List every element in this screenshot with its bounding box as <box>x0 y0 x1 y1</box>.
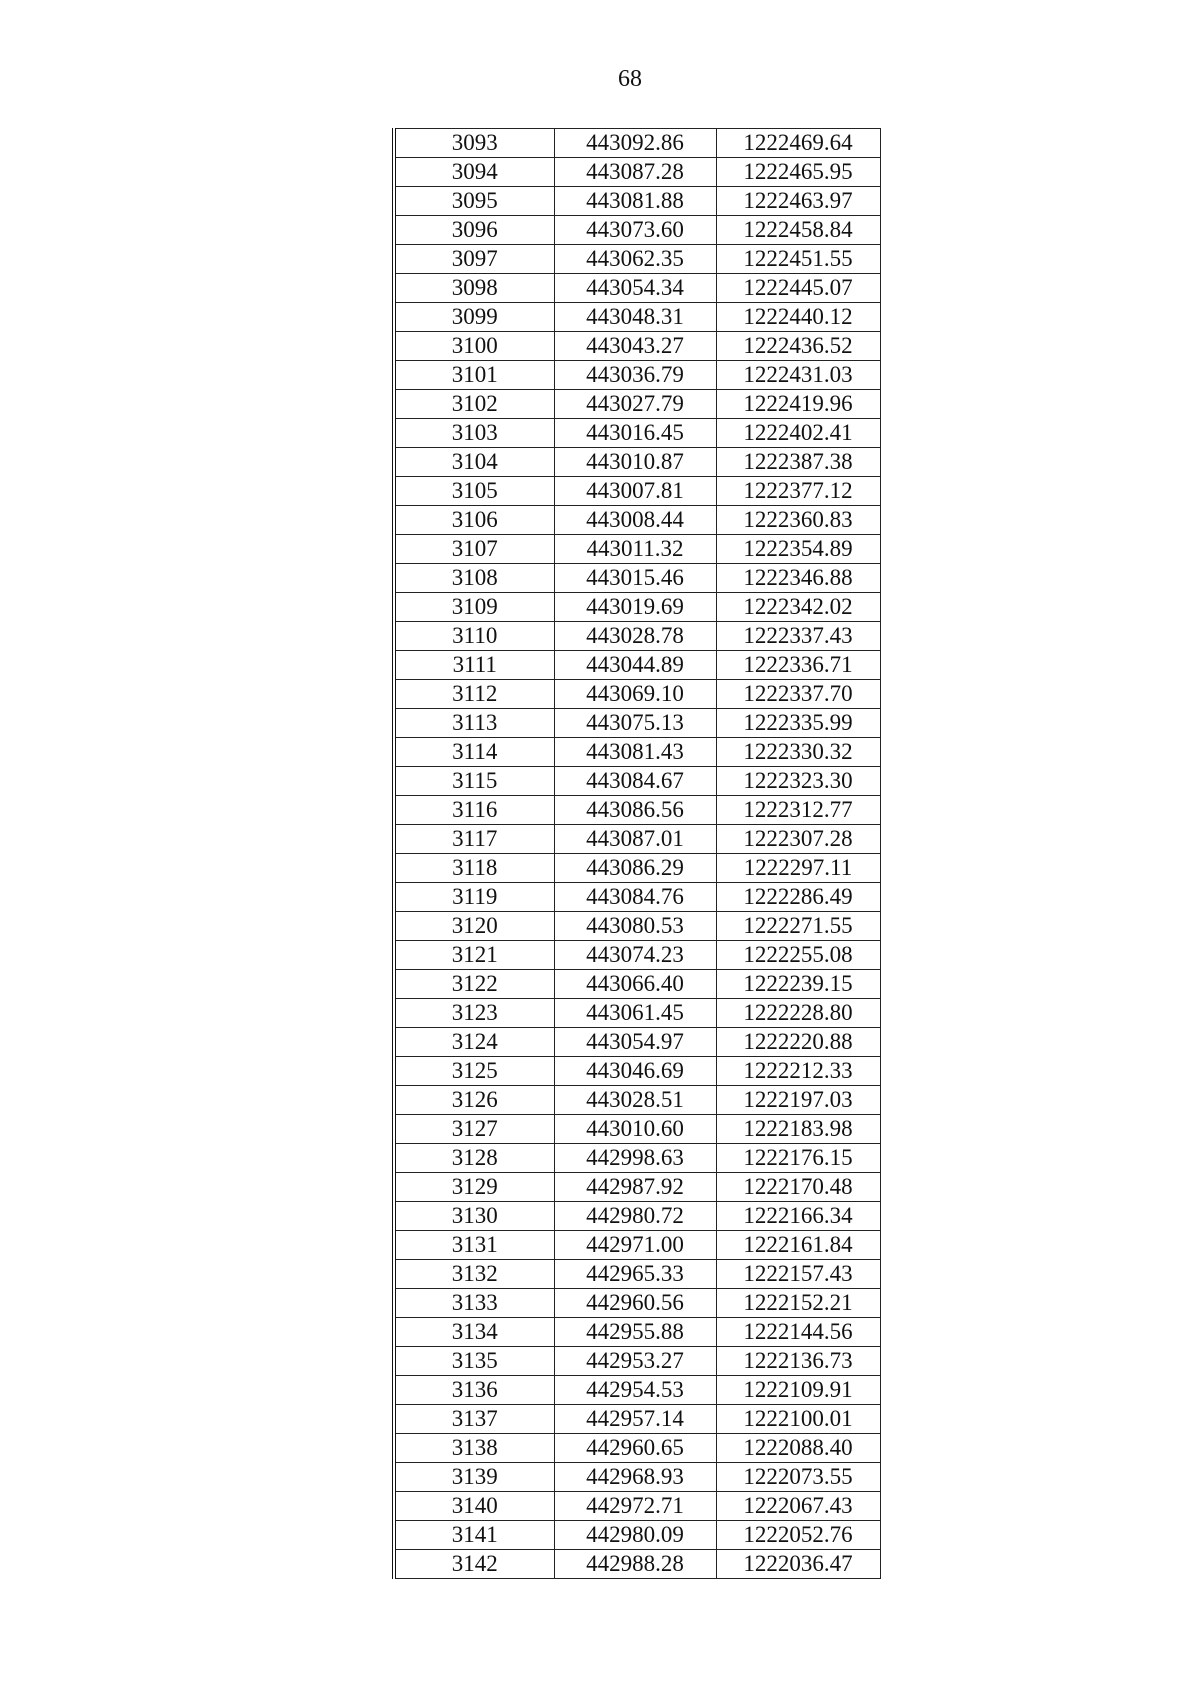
y-coordinate-cell: 1222286.49 <box>716 883 880 912</box>
x-coordinate-cell: 443086.56 <box>554 796 716 825</box>
table-row <box>394 767 880 796</box>
table-row <box>394 332 880 361</box>
point-number-cell: 3111 <box>394 651 554 680</box>
point-number-cell: 3115 <box>394 767 554 796</box>
table-row <box>394 883 880 912</box>
y-coordinate-cell: 1222161.84 <box>716 1231 880 1260</box>
point-number-cell: 3100 <box>394 332 554 361</box>
y-coordinate-cell: 1222297.11 <box>716 854 880 883</box>
table-row <box>394 361 880 390</box>
point-number-cell: 3141 <box>394 1521 554 1550</box>
table-row <box>394 825 880 854</box>
y-coordinate-cell: 1222312.77 <box>716 796 880 825</box>
point-number-cell: 3139 <box>394 1463 554 1492</box>
y-coordinate-cell: 1222220.88 <box>716 1028 880 1057</box>
point-number-cell: 3107 <box>394 535 554 564</box>
table-row <box>394 535 880 564</box>
coordinates-table <box>392 128 881 1579</box>
x-coordinate-cell: 442971.00 <box>554 1231 716 1260</box>
point-number-cell: 3124 <box>394 1028 554 1057</box>
table-row <box>394 158 880 187</box>
point-number-cell: 3127 <box>394 1115 554 1144</box>
table-row <box>394 593 880 622</box>
table-row <box>394 1202 880 1231</box>
point-number-cell: 3119 <box>394 883 554 912</box>
table-row <box>394 970 880 999</box>
point-number-cell: 3140 <box>394 1492 554 1521</box>
y-coordinate-cell: 1222228.80 <box>716 999 880 1028</box>
point-number-cell: 3116 <box>394 796 554 825</box>
x-coordinate-cell: 442953.27 <box>554 1347 716 1376</box>
y-coordinate-cell: 1222354.89 <box>716 535 880 564</box>
x-coordinate-cell: 443010.87 <box>554 448 716 477</box>
y-coordinate-cell: 1222100.01 <box>716 1405 880 1434</box>
y-coordinate-cell: 1222440.12 <box>716 303 880 332</box>
x-coordinate-cell: 443007.81 <box>554 477 716 506</box>
table-row <box>394 1463 880 1492</box>
y-coordinate-cell: 1222073.55 <box>716 1463 880 1492</box>
x-coordinate-cell: 442954.53 <box>554 1376 716 1405</box>
x-coordinate-cell: 442987.92 <box>554 1173 716 1202</box>
y-coordinate-cell: 1222152.21 <box>716 1289 880 1318</box>
y-coordinate-cell: 1222052.76 <box>716 1521 880 1550</box>
y-coordinate-cell: 1222183.98 <box>716 1115 880 1144</box>
point-number-cell: 3131 <box>394 1231 554 1260</box>
table-row <box>394 187 880 216</box>
table-row <box>394 564 880 593</box>
y-coordinate-cell: 1222109.91 <box>716 1376 880 1405</box>
point-number-cell: 3110 <box>394 622 554 651</box>
x-coordinate-cell: 443061.45 <box>554 999 716 1028</box>
point-number-cell: 3128 <box>394 1144 554 1173</box>
x-coordinate-cell: 443016.45 <box>554 419 716 448</box>
x-coordinate-cell: 443008.44 <box>554 506 716 535</box>
table-row <box>394 912 880 941</box>
x-coordinate-cell: 443069.10 <box>554 680 716 709</box>
table-row <box>394 1521 880 1550</box>
point-number-cell: 3121 <box>394 941 554 970</box>
x-coordinate-cell: 443027.79 <box>554 390 716 419</box>
point-number-cell: 3112 <box>394 680 554 709</box>
coordinates-table-body <box>394 129 880 1579</box>
x-coordinate-cell: 442980.72 <box>554 1202 716 1231</box>
point-number-cell: 3130 <box>394 1202 554 1231</box>
y-coordinate-cell: 1222166.34 <box>716 1202 880 1231</box>
x-coordinate-cell: 443075.13 <box>554 709 716 738</box>
point-number-cell: 3123 <box>394 999 554 1028</box>
point-number-cell: 3136 <box>394 1376 554 1405</box>
y-coordinate-cell: 1222360.83 <box>716 506 880 535</box>
point-number-cell: 3120 <box>394 912 554 941</box>
x-coordinate-cell: 443086.29 <box>554 854 716 883</box>
table-row <box>394 1115 880 1144</box>
y-coordinate-cell: 1222170.48 <box>716 1173 880 1202</box>
table-row <box>394 1550 880 1579</box>
x-coordinate-cell: 442957.14 <box>554 1405 716 1434</box>
x-coordinate-cell: 443092.86 <box>554 129 716 158</box>
table-row <box>394 1347 880 1376</box>
x-coordinate-cell: 443054.34 <box>554 274 716 303</box>
table-row <box>394 1028 880 1057</box>
point-number-cell: 3132 <box>394 1260 554 1289</box>
table-row <box>394 1405 880 1434</box>
table-row <box>394 999 880 1028</box>
x-coordinate-cell: 443080.53 <box>554 912 716 941</box>
point-number-cell: 3104 <box>394 448 554 477</box>
x-coordinate-cell: 442968.93 <box>554 1463 716 1492</box>
table-row <box>394 709 880 738</box>
x-coordinate-cell: 443062.35 <box>554 245 716 274</box>
x-coordinate-cell: 443048.31 <box>554 303 716 332</box>
table-row <box>394 506 880 535</box>
y-coordinate-cell: 1222335.99 <box>716 709 880 738</box>
y-coordinate-cell: 1222271.55 <box>716 912 880 941</box>
y-coordinate-cell: 1222323.30 <box>716 767 880 796</box>
x-coordinate-cell: 443028.51 <box>554 1086 716 1115</box>
y-coordinate-cell: 1222197.03 <box>716 1086 880 1115</box>
table-row <box>394 738 880 767</box>
x-coordinate-cell: 442960.56 <box>554 1289 716 1318</box>
x-coordinate-cell: 443036.79 <box>554 361 716 390</box>
x-coordinate-cell: 443011.32 <box>554 535 716 564</box>
y-coordinate-cell: 1222436.52 <box>716 332 880 361</box>
table-row <box>394 303 880 332</box>
y-coordinate-cell: 1222212.33 <box>716 1057 880 1086</box>
x-coordinate-cell: 443019.69 <box>554 593 716 622</box>
point-number-cell: 3138 <box>394 1434 554 1463</box>
table-row <box>394 129 880 158</box>
x-coordinate-cell: 442998.63 <box>554 1144 716 1173</box>
x-coordinate-cell: 442960.65 <box>554 1434 716 1463</box>
x-coordinate-cell: 442965.33 <box>554 1260 716 1289</box>
table-row <box>394 1086 880 1115</box>
table-row <box>394 274 880 303</box>
x-coordinate-cell: 443081.88 <box>554 187 716 216</box>
point-number-cell: 3103 <box>394 419 554 448</box>
y-coordinate-cell: 1222458.84 <box>716 216 880 245</box>
point-number-cell: 3134 <box>394 1318 554 1347</box>
x-coordinate-cell: 443028.78 <box>554 622 716 651</box>
table-row <box>394 216 880 245</box>
x-coordinate-cell: 443044.89 <box>554 651 716 680</box>
point-number-cell: 3137 <box>394 1405 554 1434</box>
point-number-cell: 3108 <box>394 564 554 593</box>
y-coordinate-cell: 1222067.43 <box>716 1492 880 1521</box>
y-coordinate-cell: 1222337.43 <box>716 622 880 651</box>
point-number-cell: 3122 <box>394 970 554 999</box>
point-number-cell: 3117 <box>394 825 554 854</box>
x-coordinate-cell: 443084.76 <box>554 883 716 912</box>
x-coordinate-cell: 443010.60 <box>554 1115 716 1144</box>
x-coordinate-cell: 443054.97 <box>554 1028 716 1057</box>
y-coordinate-cell: 1222307.28 <box>716 825 880 854</box>
y-coordinate-cell: 1222469.64 <box>716 129 880 158</box>
table-row <box>394 1144 880 1173</box>
page-number: 68 <box>618 66 642 92</box>
y-coordinate-cell: 1222465.95 <box>716 158 880 187</box>
x-coordinate-cell: 443015.46 <box>554 564 716 593</box>
table-row <box>394 622 880 651</box>
point-number-cell: 3118 <box>394 854 554 883</box>
point-number-cell: 3135 <box>394 1347 554 1376</box>
table-row <box>394 448 880 477</box>
x-coordinate-cell: 443084.67 <box>554 767 716 796</box>
y-coordinate-cell: 1222336.71 <box>716 651 880 680</box>
point-number-cell: 3096 <box>394 216 554 245</box>
y-coordinate-cell: 1222402.41 <box>716 419 880 448</box>
x-coordinate-cell: 443081.43 <box>554 738 716 767</box>
x-coordinate-cell: 443087.01 <box>554 825 716 854</box>
y-coordinate-cell: 1222136.73 <box>716 1347 880 1376</box>
x-coordinate-cell: 443046.69 <box>554 1057 716 1086</box>
point-number-cell: 3114 <box>394 738 554 767</box>
point-number-cell: 3142 <box>394 1550 554 1579</box>
table-row <box>394 419 880 448</box>
point-number-cell: 3097 <box>394 245 554 274</box>
table-row <box>394 1057 880 1086</box>
point-number-cell: 3094 <box>394 158 554 187</box>
y-coordinate-cell: 1222330.32 <box>716 738 880 767</box>
x-coordinate-cell: 442988.28 <box>554 1550 716 1579</box>
y-coordinate-cell: 1222451.55 <box>716 245 880 274</box>
point-number-cell: 3126 <box>394 1086 554 1115</box>
x-coordinate-cell: 443074.23 <box>554 941 716 970</box>
y-coordinate-cell: 1222157.43 <box>716 1260 880 1289</box>
y-coordinate-cell: 1222346.88 <box>716 564 880 593</box>
x-coordinate-cell: 442980.09 <box>554 1521 716 1550</box>
y-coordinate-cell: 1222463.97 <box>716 187 880 216</box>
table-row <box>394 1434 880 1463</box>
y-coordinate-cell: 1222342.02 <box>716 593 880 622</box>
point-number-cell: 3102 <box>394 390 554 419</box>
point-number-cell: 3113 <box>394 709 554 738</box>
table-row <box>394 1173 880 1202</box>
table-row <box>394 1318 880 1347</box>
point-number-cell: 3093 <box>394 129 554 158</box>
y-coordinate-cell: 1222431.03 <box>716 361 880 390</box>
table-row <box>394 390 880 419</box>
y-coordinate-cell: 1222144.56 <box>716 1318 880 1347</box>
point-number-cell: 3098 <box>394 274 554 303</box>
point-number-cell: 3095 <box>394 187 554 216</box>
x-coordinate-cell: 443066.40 <box>554 970 716 999</box>
point-number-cell: 3105 <box>394 477 554 506</box>
y-coordinate-cell: 1222176.15 <box>716 1144 880 1173</box>
table-row <box>394 1492 880 1521</box>
y-coordinate-cell: 1222419.96 <box>716 390 880 419</box>
y-coordinate-cell: 1222036.47 <box>716 1550 880 1579</box>
y-coordinate-cell: 1222387.38 <box>716 448 880 477</box>
table-row <box>394 1289 880 1318</box>
table-row <box>394 854 880 883</box>
y-coordinate-cell: 1222239.15 <box>716 970 880 999</box>
point-number-cell: 3101 <box>394 361 554 390</box>
table-row <box>394 245 880 274</box>
x-coordinate-cell: 443073.60 <box>554 216 716 245</box>
table-row <box>394 477 880 506</box>
table-row <box>394 796 880 825</box>
point-number-cell: 3099 <box>394 303 554 332</box>
table-row <box>394 680 880 709</box>
y-coordinate-cell: 1222377.12 <box>716 477 880 506</box>
table-row <box>394 941 880 970</box>
table-row <box>394 1231 880 1260</box>
point-number-cell: 3129 <box>394 1173 554 1202</box>
y-coordinate-cell: 1222255.08 <box>716 941 880 970</box>
table-row <box>394 651 880 680</box>
x-coordinate-cell: 442972.71 <box>554 1492 716 1521</box>
y-coordinate-cell: 1222445.07 <box>716 274 880 303</box>
x-coordinate-cell: 443087.28 <box>554 158 716 187</box>
x-coordinate-cell: 442955.88 <box>554 1318 716 1347</box>
point-number-cell: 3106 <box>394 506 554 535</box>
table-row <box>394 1260 880 1289</box>
table-row <box>394 1376 880 1405</box>
point-number-cell: 3109 <box>394 593 554 622</box>
y-coordinate-cell: 1222337.70 <box>716 680 880 709</box>
point-number-cell: 3125 <box>394 1057 554 1086</box>
point-number-cell: 3133 <box>394 1289 554 1318</box>
x-coordinate-cell: 443043.27 <box>554 332 716 361</box>
y-coordinate-cell: 1222088.40 <box>716 1434 880 1463</box>
